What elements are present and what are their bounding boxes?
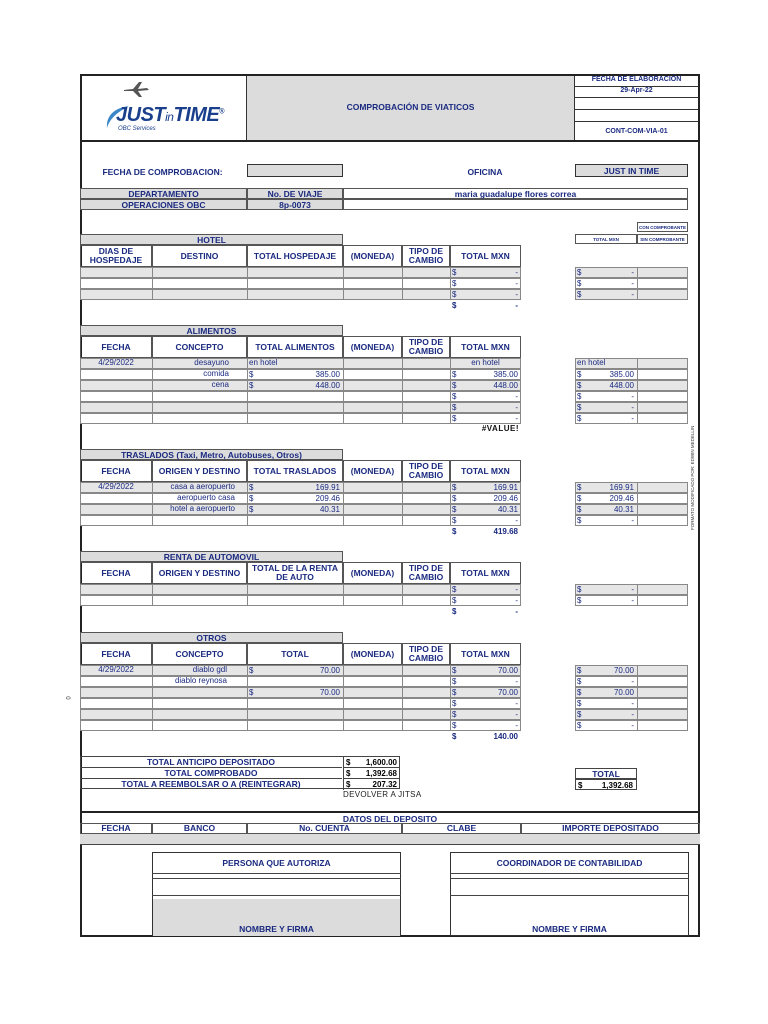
renta-col-header: TOTAL DE LA RENTA DE AUTO	[247, 562, 343, 584]
otros-right: $ 70.00	[577, 688, 634, 697]
hotel-total: $ -	[452, 301, 518, 310]
fecha-elab-value: 29-Apr-22	[575, 87, 698, 98]
logo	[100, 80, 240, 138]
no-viaje-value: 8p-0073	[247, 199, 343, 210]
traslados-total: $ 40.31	[249, 505, 340, 514]
traslados-col-header: ORIGEN Y DESTINO	[152, 460, 247, 482]
otros-right: $ -	[577, 699, 634, 708]
renta-mxn: $ -	[452, 596, 518, 605]
otros-total: $ 70.00	[249, 666, 340, 675]
renta-col-header: ORIGEN Y DESTINO	[152, 562, 247, 584]
deposito-title: DATOS DEL DEPOSITO	[80, 811, 700, 823]
alimentos-mxn: $ -	[452, 414, 518, 423]
logo-just: JUST	[116, 104, 166, 126]
renta-title: RENTA DE AUTOMOVIL	[80, 551, 343, 562]
oficina-value: JUST IN TIME	[575, 164, 688, 177]
otros-mxn: $ -	[452, 699, 518, 708]
otros-mxn: $ 70.00	[452, 688, 518, 697]
alimentos-date: 4/29/2022	[98, 358, 134, 367]
deposito-col-header: BANCO	[152, 823, 247, 834]
otros-concepto: diablo gdl	[192, 665, 227, 674]
alimentos-mxn: $ -	[452, 392, 518, 401]
alimentos-title: ALIMENTOS	[80, 325, 343, 336]
traslados-col-header: FECHA	[80, 460, 152, 482]
otros-right: $ 70.00	[577, 666, 634, 675]
alimentos-right: $ -	[577, 414, 634, 423]
traslados-total: $ 169.91	[249, 483, 340, 492]
page-title: COMPROBACIÓN DE VIATICOS	[346, 102, 475, 112]
traslados-mxn: $ 169.91	[452, 483, 518, 492]
traslados-origen: aeropuerto casa	[177, 493, 235, 502]
otros-date: 4/29/2022	[98, 665, 134, 674]
hotel-col-header: DESTINO	[152, 245, 247, 267]
hotel-col-header: (MONEDA)	[343, 245, 402, 267]
hotel-col-header: TOTAL MXN	[450, 245, 521, 267]
otros-col-header: TOTAL	[247, 643, 343, 665]
traslados-right: $ 169.91	[577, 483, 634, 492]
hotel-right-cell: $ -	[577, 290, 634, 299]
otros-col-header: (MONEDA)	[343, 643, 402, 665]
alimentos-right: $ 448.00	[577, 381, 634, 390]
renta-right: $ -	[577, 585, 634, 594]
traslados-right: $ -	[577, 516, 634, 525]
margin-mark: 0	[66, 696, 73, 700]
departamento-label: DEPARTAMENTO	[80, 188, 247, 199]
hotel-col-header: DIAS DE HOSPEDAJE	[80, 245, 152, 267]
renta-mxn: $ -	[452, 585, 518, 594]
otros-col-header: CONCEPTO	[152, 643, 247, 665]
alimentos-mxn: $ -	[452, 403, 518, 412]
traslados-date: 4/29/2022	[98, 482, 134, 491]
otros-right: $ -	[577, 710, 634, 719]
oficina-label: OFICINA	[467, 167, 503, 177]
traslados-mxn: $ 40.31	[452, 505, 518, 514]
alimentos-mxn: en hotel	[471, 358, 500, 367]
side-note: FORMATO MODIFICADO POR: EDWIN MEDELLIN	[690, 425, 695, 530]
traslados-right: $ 209.46	[577, 494, 634, 503]
alimentos-col-header: CONCEPTO	[152, 336, 247, 358]
alimentos-total-value: #VALUE!	[481, 424, 519, 433]
alimentos-right: $ 385.00	[577, 370, 634, 379]
autoriza-nombre-firma: NOMBRE Y FIRMA	[239, 924, 314, 934]
otros-mxn: $ 70.00	[452, 666, 518, 675]
alimentos-mxn: $ 385.00	[452, 370, 518, 379]
renta-col-header: FECHA	[80, 562, 152, 584]
otros-mxn: $ -	[452, 721, 518, 730]
otros-mxn: $ -	[452, 710, 518, 719]
otros-mxn: $ -	[452, 677, 518, 686]
comprobado-value: $ 1,392.68	[343, 768, 400, 779]
hotel-title: HOTEL	[80, 234, 343, 245]
total-value: $ 1,392.68	[575, 779, 637, 790]
traslados-col-header: TIPO DE CAMBIO	[402, 460, 450, 482]
hotel-col-header: TOTAL HOSPEDAJE	[247, 245, 343, 267]
reembolsar-label: TOTAL A REEMBOLSAR O A (REINTEGRAR)	[121, 779, 301, 789]
traslados-col-header: TOTAL MXN	[450, 460, 521, 482]
fecha-comprobacion-label: FECHA DE COMPROBACION:	[102, 167, 223, 177]
total-label: TOTAL	[575, 768, 637, 779]
alimentos-col-header: TOTAL MXN	[450, 336, 521, 358]
renta-col-header: TOTAL MXN	[450, 562, 521, 584]
logo-subtitle: OBC Services	[118, 126, 156, 132]
traslados-origen: hotel a aeropuerto	[170, 504, 235, 513]
otros-col-header: TIPO DE CAMBIO	[402, 643, 450, 665]
logo-time: TIME	[173, 104, 220, 126]
alimentos-col-header: FECHA	[80, 336, 152, 358]
nombre-value: maria guadalupe flores correa	[343, 188, 688, 199]
otros-right: $ -	[577, 677, 634, 686]
anticipo-value: $ 1,600.00	[343, 757, 400, 768]
deposito-col-header: IMPORTE DEPOSITADO	[521, 823, 700, 834]
renta-right: $ -	[577, 596, 634, 605]
sin-comprobante-label: SIN COMPROBANTE	[637, 234, 688, 244]
otros-right: $ -	[577, 721, 634, 730]
hotel-right-cell: $ -	[577, 268, 634, 277]
traslados-origen: casa a aeropuerto	[170, 482, 235, 491]
alimentos-right: $ -	[577, 403, 634, 412]
fecha-elab-label: FECHA DE ELABORACIÓN	[575, 76, 698, 87]
renta-total-value: $ -	[452, 607, 518, 616]
otros-concepto: diablo reynosa	[174, 676, 227, 685]
departamento-value: OPERACIONES OBC	[80, 199, 247, 210]
right-total-mxn-label: TOTAL MXN	[575, 234, 637, 244]
anticipo-label: TOTAL ANTICIPO DEPOSITADO	[80, 757, 342, 768]
alimentos-col-header: (MONEDA)	[343, 336, 402, 358]
coordinador-label: COORDINADOR DE CONTABILIDAD	[450, 852, 689, 874]
alimentos-mxn: $ 448.00	[452, 381, 518, 390]
traslados-col-header: TOTAL TRASLADOS	[247, 460, 343, 482]
coordinador-nombre-firma: NOMBRE Y FIRMA	[532, 924, 607, 934]
alimentos-col-header: TIPO DE CAMBIO	[402, 336, 450, 358]
devolver-text: DEVOLVER A JITSA	[343, 790, 422, 799]
alimentos-concepto: comida	[203, 369, 229, 378]
autoriza-label: PERSONA QUE AUTORIZA	[152, 852, 401, 874]
renta-col-header: TIPO DE CAMBIO	[402, 562, 450, 584]
traslados-mxn: $ 209.46	[452, 494, 518, 503]
comprobado-label: TOTAL COMPROBADO	[80, 768, 342, 779]
traslados-total-value: $ 419.68	[452, 527, 518, 536]
alimentos-total: $ 385.00	[249, 370, 340, 379]
hotel-col-header: TIPO DE CAMBIO	[402, 245, 450, 267]
otros-concepto	[152, 687, 247, 698]
deposito-col-header: CLABE	[402, 823, 521, 834]
otros-title: OTROS	[80, 632, 343, 643]
hotel-mxn-cell: $ -	[452, 279, 518, 288]
hotel-right-cell: $ -	[577, 279, 634, 288]
hotel-mxn-cell: $ -	[452, 290, 518, 299]
fecha-elab-box	[575, 76, 698, 140]
deposito-col-header: FECHA	[80, 823, 152, 834]
fecha-comprobacion-field[interactable]	[247, 164, 343, 177]
deposito-col-header: No. CUENTA	[247, 823, 402, 834]
airplane-icon	[122, 80, 150, 98]
traslados-mxn: $ -	[452, 516, 518, 525]
renta-col-header: (MONEDA)	[343, 562, 402, 584]
traslados-total: $ 209.46	[249, 494, 340, 503]
traslados-title: TRASLADOS (Taxi, Metro, Autobuses, Otros)	[80, 449, 343, 460]
alimentos-right: en hotel	[577, 358, 606, 367]
hotel-mxn-cell: $ -	[452, 268, 518, 277]
otros-total-value: $ 140.00	[452, 732, 518, 741]
alimentos-total: en hotel	[249, 358, 278, 367]
reembolsar-value: $ 207.32	[343, 779, 400, 790]
alimentos-concepto: cena	[211, 380, 229, 389]
no-viaje-label: No. DE VIAJE	[247, 188, 343, 199]
otros-col-header: FECHA	[80, 643, 152, 665]
traslados-col-header: (MONEDA)	[343, 460, 402, 482]
con-comprobante-label: CON COMPROBANTE	[637, 222, 688, 232]
alimentos-right: $ -	[577, 392, 634, 401]
alimentos-col-header: TOTAL ALIMENTOS	[247, 336, 343, 358]
otros-total: $ 70.00	[249, 688, 340, 697]
logo-in: in	[165, 110, 174, 124]
alimentos-concepto: desayuno	[194, 358, 229, 367]
alimentos-total: $ 448.00	[249, 381, 340, 390]
form-code: CONT-COM-VIA-01	[605, 128, 668, 135]
logo-reg: ®	[219, 108, 224, 116]
traslados-right: $ 40.31	[577, 505, 634, 514]
otros-col-header: TOTAL MXN	[450, 643, 521, 665]
